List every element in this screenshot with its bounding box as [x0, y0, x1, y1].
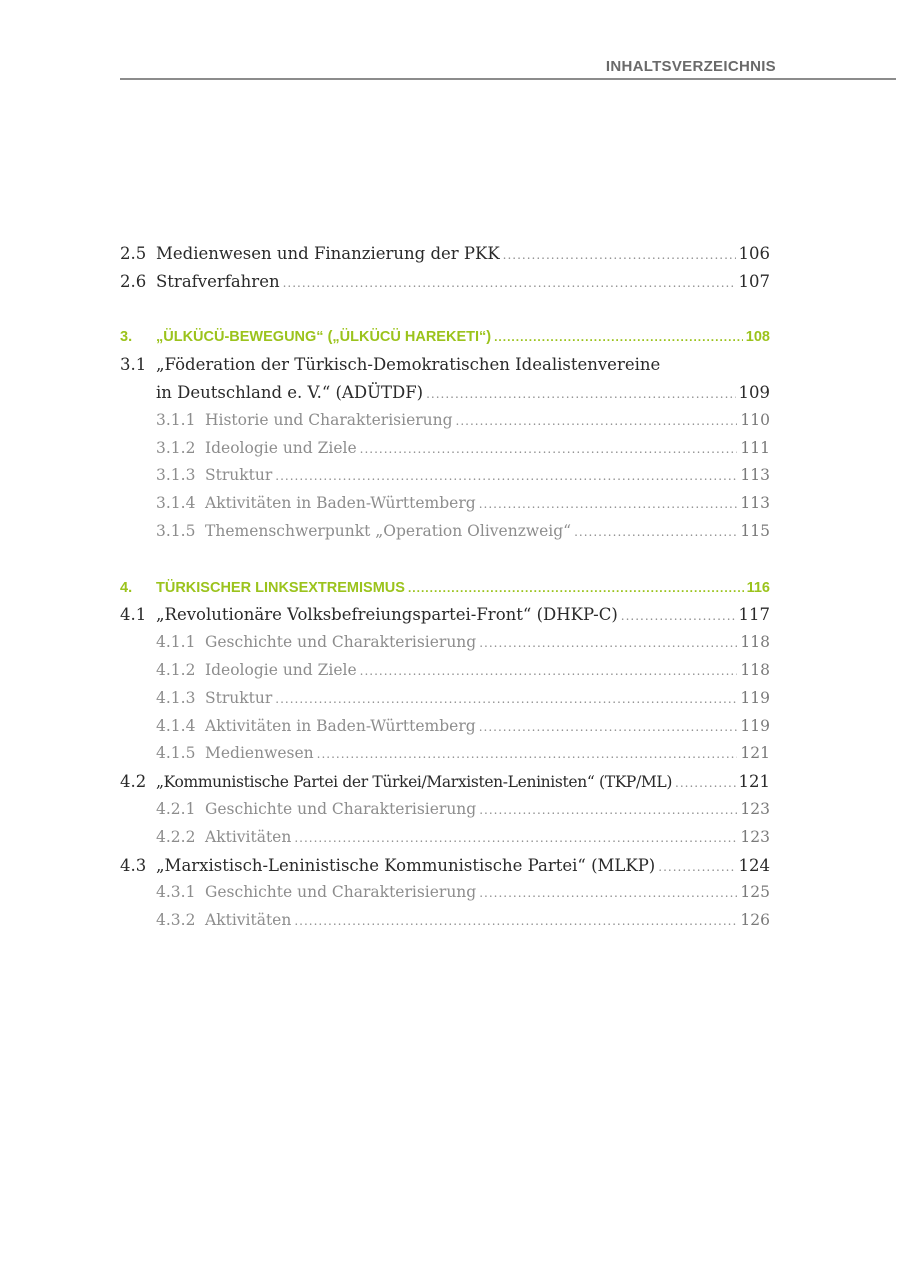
toc-page: 118: [740, 660, 770, 679]
toc-entry-4-1-5[interactable]: [120, 740, 770, 768]
page-header: [120, 58, 896, 80]
toc-entry-3-1-5[interactable]: [120, 518, 770, 546]
toc-entry-3-1-3[interactable]: [120, 462, 770, 490]
toc-title: Strafverfahren: [156, 271, 280, 291]
toc-title: Ideologie und Ziele: [205, 660, 357, 679]
toc-chapter-4[interactable]: [120, 574, 770, 602]
leader-dots: [283, 276, 736, 290]
leader-dots: [479, 636, 737, 650]
table-of-contents: [120, 240, 770, 935]
toc-entry-4-1[interactable]: [120, 601, 770, 629]
toc-title-line2: in Deutschland e. V.“ (ADÜTDF): [156, 382, 424, 402]
toc-title: Aktivitäten in Baden-Württemberg: [205, 716, 476, 735]
toc-chapter-3[interactable]: [120, 323, 770, 351]
leader-dots: [360, 664, 738, 678]
toc-number: 4.3: [120, 855, 147, 875]
toc-number: 3.1: [120, 355, 147, 375]
toc-title: TÜRKISCHER LINKSEXTREMISMUS: [156, 579, 405, 596]
leader-dots: [479, 497, 738, 511]
toc-page: 116: [746, 579, 770, 596]
running-header-title: INHALTSVERZEICHNIS: [605, 58, 776, 75]
toc-number: 3.1.4: [156, 494, 196, 513]
toc-entry-2-6[interactable]: [120, 268, 770, 296]
toc-title: Aktivitäten in Baden-Württemberg: [205, 494, 476, 513]
spacer: [120, 546, 770, 574]
toc-title: Aktivitäten: [205, 827, 292, 846]
toc-entry-4-2-2[interactable]: [120, 824, 770, 852]
toc-page: 117: [738, 605, 770, 625]
toc-number: 3.: [120, 329, 133, 346]
toc-entry-2-5[interactable]: [120, 240, 770, 268]
toc-entry-4-1-1[interactable]: [120, 629, 770, 657]
toc-page: 119: [740, 716, 770, 735]
toc-number: 4.1: [120, 605, 147, 625]
leader-dots: [294, 831, 737, 845]
toc-title-line1: „Föderation der Türkisch-Demokratischen Idealistenvereine: [156, 355, 661, 375]
toc-title: Aktivitäten: [205, 911, 292, 930]
toc-title: „Marxistisch-Leninistische Kommunistische Partei“ (MLKP): [156, 855, 656, 875]
toc-page: 123: [740, 799, 770, 818]
toc-number: 4.1.2: [156, 660, 196, 679]
toc-page: 115: [740, 521, 770, 540]
leader-dots: [456, 414, 738, 428]
leader-dots: [317, 747, 738, 761]
toc-number: 3.1.3: [156, 466, 196, 485]
leader-dots: [408, 581, 744, 595]
toc-entry-4-1-2[interactable]: [120, 657, 770, 685]
toc-title: „Revolutionäre Volksbefreiungspartei-Front“ (DHKP-C): [156, 605, 618, 625]
leader-dots: [675, 776, 735, 790]
toc-number: 4.1.3: [156, 688, 196, 707]
toc-title: Medienwesen: [205, 744, 314, 763]
toc-number: 4.3.2: [156, 911, 196, 930]
toc-page: 121: [738, 772, 770, 792]
leader-dots: [658, 860, 735, 874]
toc-entry-4-3[interactable]: [120, 852, 770, 880]
leader-dots: [479, 803, 737, 817]
leader-dots: [275, 469, 737, 483]
leader-dots: [360, 442, 738, 456]
toc-page: 113: [740, 466, 770, 485]
toc-page: 108: [745, 329, 770, 346]
toc-entry-3-1-2[interactable]: [120, 435, 770, 463]
toc-title: Themenschwerpunkt „Operation Olivenzweig“: [205, 521, 572, 540]
toc-page: 119: [740, 688, 770, 707]
toc-number: 2.5: [120, 244, 147, 263]
toc-number: 4.1.1: [156, 633, 196, 652]
toc-entry-4-1-4[interactable]: [120, 713, 770, 741]
toc-number: 4.1.5: [156, 744, 196, 763]
toc-entry-4-2[interactable]: [120, 768, 770, 796]
leader-dots: [574, 525, 737, 539]
toc-title: Ideologie und Ziele: [205, 438, 357, 457]
toc-page: 107: [738, 271, 770, 291]
toc-title: „ÜLKÜCÜ-BEWEGUNG“ („ÜLKÜCÜ HAREKETI“): [156, 329, 492, 346]
toc-number: 2.6: [120, 271, 147, 291]
toc-entry-3-1-1[interactable]: [120, 407, 770, 435]
toc-number: 3.1.2: [156, 438, 196, 457]
leader-dots: [494, 330, 743, 344]
toc-page: 121: [740, 744, 770, 763]
toc-entry-3-1-4[interactable]: [120, 490, 770, 518]
toc-page: 123: [740, 827, 770, 846]
leader-dots: [479, 720, 738, 734]
toc-title: Geschichte und Charakterisierung: [205, 883, 477, 902]
toc-title: Struktur: [205, 688, 273, 707]
toc-title: „Kommunistische Partei der Türkei/Marxisten-Leninisten“ (TKP/ML): [156, 773, 673, 792]
toc-title: Geschichte und Charakterisierung: [205, 633, 477, 652]
toc-page: 126: [740, 911, 770, 930]
toc-title: Medienwesen und Finanzierung der PKK: [156, 244, 500, 263]
toc-page: 110: [740, 410, 770, 429]
toc-entry-4-3-2[interactable]: [120, 907, 770, 935]
leader-dots: [275, 692, 737, 706]
toc-entry-3-1-continued[interactable]: [120, 379, 770, 407]
toc-number: 4.: [120, 579, 133, 596]
toc-entry-4-1-3[interactable]: [120, 685, 770, 713]
toc-page: 124: [738, 855, 770, 875]
toc-title: Historie und Charakterisierung: [205, 410, 453, 429]
toc-page: 111: [740, 438, 770, 457]
toc-entry-4-3-1[interactable]: [120, 879, 770, 907]
leader-dots: [294, 914, 737, 928]
leader-dots: [503, 248, 736, 262]
toc-page: 109: [738, 382, 770, 402]
toc-number: 3.1.1: [156, 410, 196, 429]
toc-title: Struktur: [205, 466, 273, 485]
toc-entry-4-2-1[interactable]: [120, 796, 770, 824]
toc-number: 4.2: [120, 772, 147, 792]
toc-number: 3.1.5: [156, 521, 196, 540]
toc-number: 4.2.1: [156, 799, 196, 818]
toc-number: 4.1.4: [156, 716, 196, 735]
leader-dots: [426, 387, 735, 401]
leader-dots: [621, 609, 736, 623]
leader-dots: [479, 886, 737, 900]
toc-number: 4.2.2: [156, 827, 196, 846]
toc-entry-3-1[interactable]: [120, 351, 770, 379]
toc-page: 118: [740, 633, 770, 652]
toc-page: 113: [740, 494, 770, 513]
toc-title: Geschichte und Charakterisierung: [205, 799, 477, 818]
toc-page: 125: [740, 883, 770, 902]
toc-page: 106: [738, 244, 770, 263]
toc-number: 4.3.1: [156, 883, 196, 902]
spacer: [120, 296, 770, 324]
